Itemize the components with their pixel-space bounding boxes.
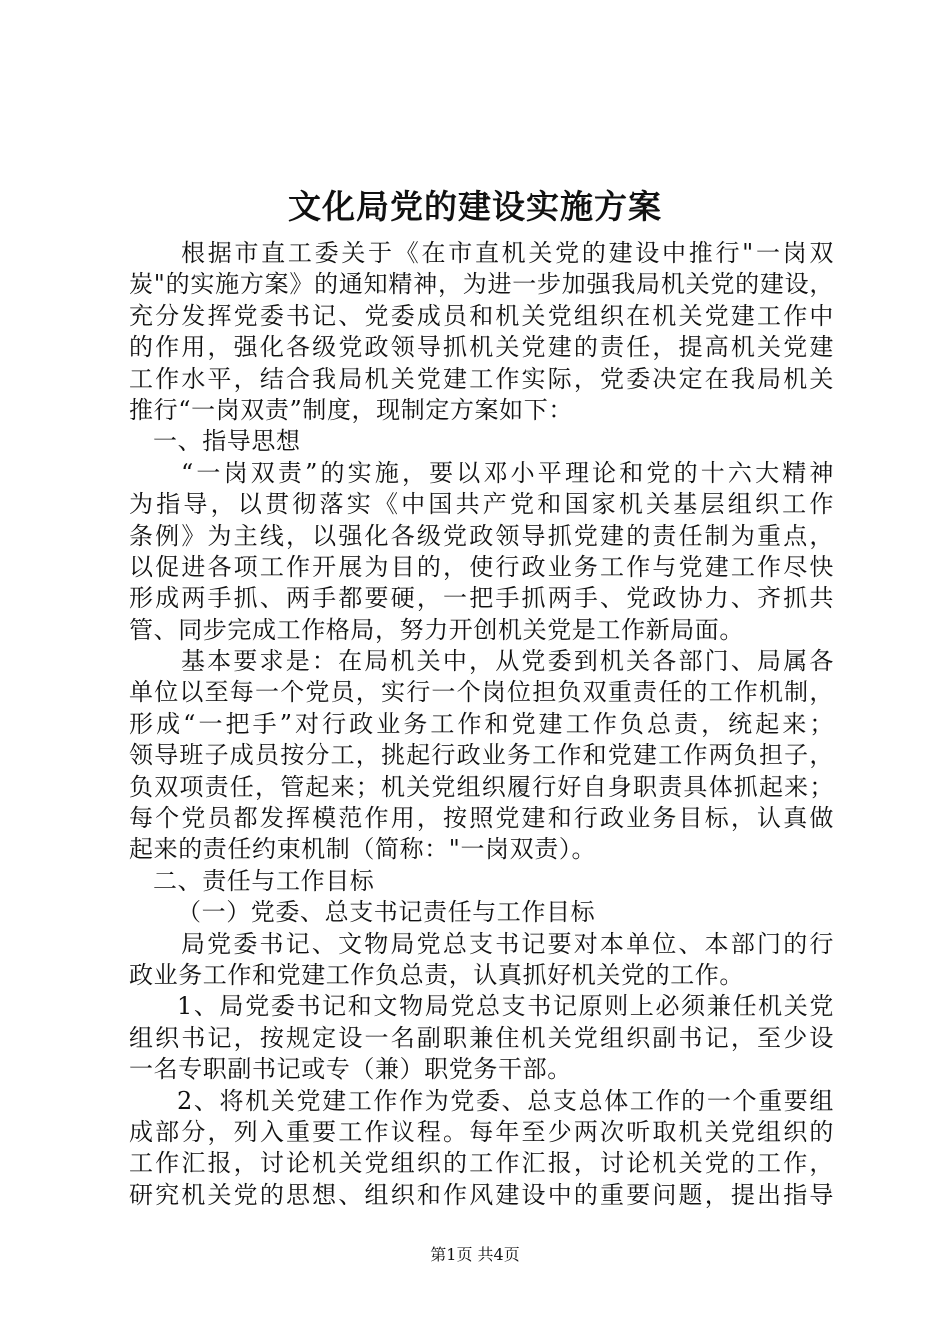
text-line: 每个党员都发挥模范作用，按照党建和行政业务目标，认真做 bbox=[129, 804, 834, 833]
text-line: 研究机关党的思想、组织和作风建设中的重要问题，提出指导 bbox=[129, 1180, 834, 1209]
section-heading: 一、指导思想 bbox=[153, 427, 301, 456]
text-line: 一名专职副书记或专（兼）职党务干部。 bbox=[129, 1055, 572, 1084]
text-line: 组织书记，按规定设一名副职兼住机关党组织副书记，至少设 bbox=[129, 1023, 834, 1052]
text-line: 2、将机关党建工作作为党委、总支总体工作的一个重要组 bbox=[177, 1086, 834, 1115]
text-line: 炭"的实施方案》的通知精神，为进一步加强我局机关党的建设， bbox=[129, 270, 834, 299]
text-line: 形成“一把手”对行政业务工作和党建工作负总责，统起来； bbox=[129, 709, 834, 738]
subsection-heading: （一）党委、总支书记责任与工作目标 bbox=[177, 898, 596, 927]
text-line: 形成两手抓、两手都要硬，一把手抓两手、党政协力、齐抓共 bbox=[129, 584, 834, 613]
text-line: 政业务工作和党建工作负总责，认真抓好机关党的工作。 bbox=[129, 960, 744, 989]
text-line: “一岗双责”的实施，要以邓小平理论和党的十六大精神 bbox=[181, 458, 834, 487]
document-body bbox=[129, 238, 834, 1211]
text-line: 以促进各项工作开展为目的，使行政业务工作与党建工作尽快 bbox=[129, 552, 834, 581]
section-heading: 二、责任与工作目标 bbox=[153, 866, 375, 895]
text-line: 负双项责任，管起来；机关党组织履行好自身职责具体抓起来； bbox=[129, 772, 834, 801]
text-line: 成部分，列入重要工作议程。每年至少两次听取机关党组织的 bbox=[129, 1117, 834, 1146]
text-line: 条例》为主线，以强化各级党政领导抓党建的责任制为重点， bbox=[129, 521, 834, 550]
text-line: 基本要求是：在局机关中，从党委到机关各部门、局属各 bbox=[181, 647, 834, 676]
text-line: 根据市直工委关于《在市直机关党的建设中推行"一岗双 bbox=[181, 239, 834, 267]
text-line: 单位以至每一个党员，实行一个岗位担负双重责任的工作机制， bbox=[129, 678, 834, 707]
text-line: 局党委书记、文物局党总支书记要对本单位、本部门的行 bbox=[181, 929, 834, 958]
text-line: 起来的责任约束机制（简称："一岗双责）。 bbox=[129, 835, 597, 864]
text-line: 领导班子成员按分工，挑起行政业务工作和党建工作两负担子， bbox=[129, 741, 834, 770]
text-line: 充分发挥党委书记、党委成员和机关党组织在机关党建工作中 bbox=[129, 301, 834, 330]
text-line: 为指导，以贯彻落实《中国共产党和国家机关基层组织工作 bbox=[129, 490, 834, 519]
text-line: 工作汇报，讨论机关党组织的工作汇报，讨论机关党的工作， bbox=[129, 1149, 834, 1178]
text-line: 推行“一岗双责”制度，现制定方案如下： bbox=[129, 395, 573, 424]
page-indicator: 第1页 共4页 bbox=[430, 1245, 520, 1264]
text-line: 1、局党委书记和文物局党总支书记原则上必须兼任机关党 bbox=[177, 992, 834, 1021]
text-line: 工作水平，结合我局机关党建工作实际，党委决定在我局机关 bbox=[129, 364, 834, 393]
text-line: 管、同步完成工作格局，努力开创机关党是工作新局面。 bbox=[129, 615, 744, 644]
text-line: 的作用，强化各级党政领导抓机关党建的责任，提高机关党建 bbox=[129, 333, 834, 362]
document-title: 文化局党的建设实施方案 bbox=[288, 187, 662, 226]
